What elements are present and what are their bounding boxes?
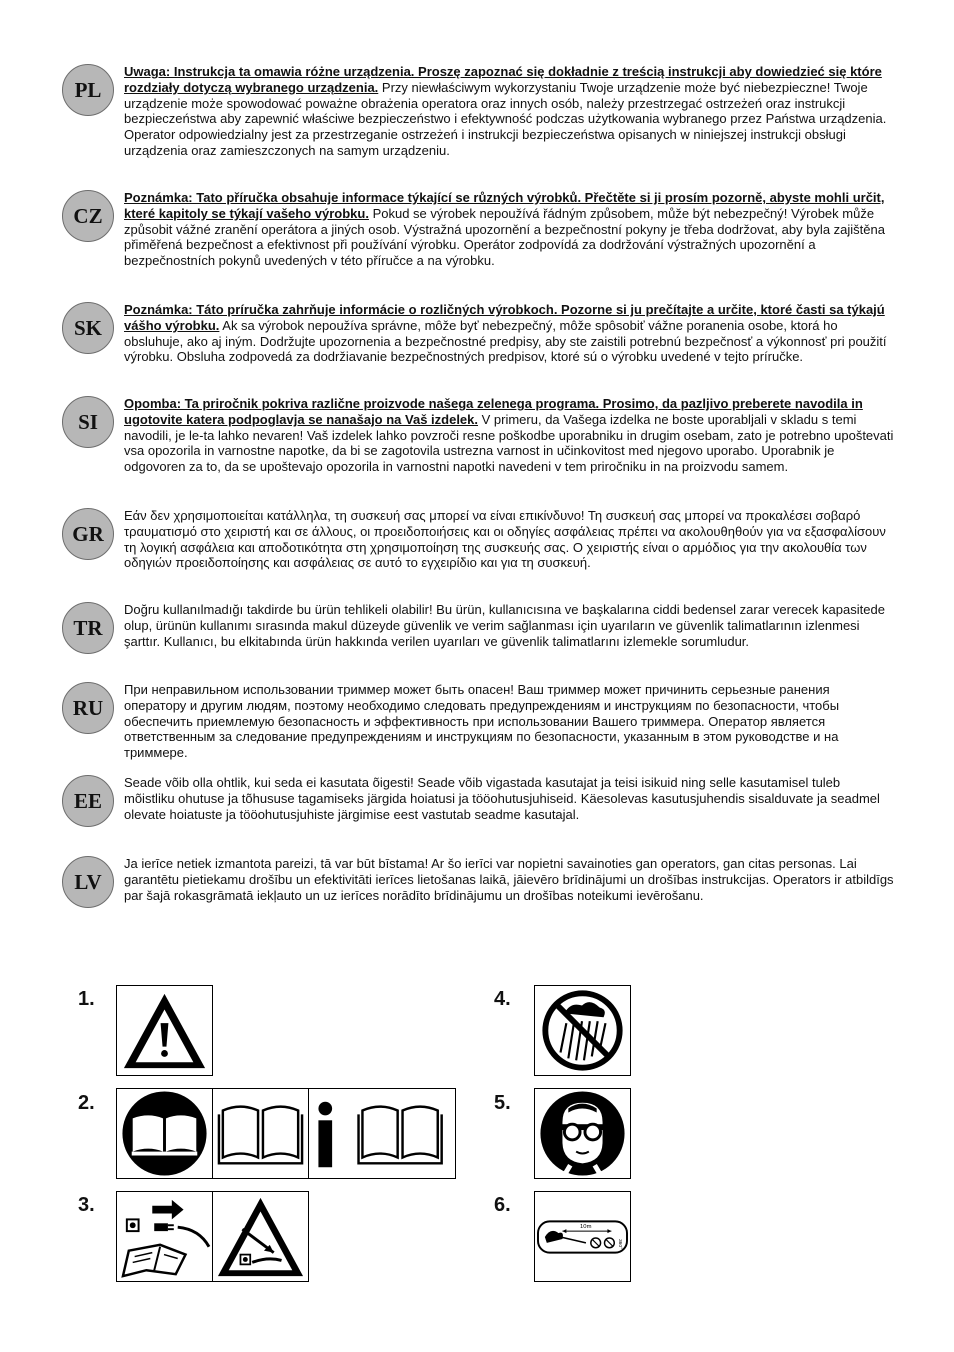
keep-distance-icon	[534, 1191, 631, 1282]
section-sk	[62, 302, 894, 387]
section-si	[62, 396, 894, 496]
section-ru	[62, 682, 894, 767]
open-book-icon	[212, 1088, 309, 1179]
notice-body: При неправильном использовании триммер может быть опасен! Ваш триммер может причинить серьезные ранения оператору и другим людям, поэтому необходимо следовать предупреждениям и инструкциям по безопасности, чтобы обеспечить приемлемую безопасность и эффективность при использовании Вашего триммера. Оператор является ответственным за следование предупреждениям и инструкциям по безопасности, указанным в этом руководстве и на триммере.	[124, 682, 840, 761]
notice-body: Seade võib olla ohtlik, kui seda ei kasutata õigesti! Seade võib vigastada kasutajat ja teisi isikuid ning selle kasutamisel tuleb mõistliku ohutuse ja tõhususe tagamiseks järgida hoiatusi ja tööohutusjuhiseid. Käesolevas kasutusjuhendis sisalduvate ja seadmel olevate hoiatuste ja tööohutusjuhiste järgimise eest vastutab seadme kasutajal.	[124, 775, 880, 822]
language-badge: SI	[62, 396, 114, 448]
distance-label: 10m	[580, 1224, 592, 1231]
section-gr	[62, 508, 894, 593]
no-rain-icon	[534, 985, 631, 1076]
section-lv	[62, 856, 894, 926]
notice-body: Ja ierīce netiek izmantota pareizi, tā var būt bīstama! Ar šo ierīci var nopietni savainoties gan operators, gan citas personas. Lai garantētu pietiekamu drošību un efektivitāti ierīces lietošanas laikā, jāievēro brīdinājumi un drošības instrukcijas. Operators ir atbildīgs par šajā rokasgrāmatā iekļauto un uz ierīces norādīto brīdinājumu un drošības noteikumi ievērošanu.	[124, 856, 894, 903]
language-badge: CZ	[62, 190, 114, 242]
cable-damage-warning-icon	[212, 1191, 309, 1282]
section-tr	[62, 602, 894, 672]
section-text	[124, 64, 894, 159]
warning-triangle-icon	[116, 985, 213, 1076]
section-cz	[62, 190, 894, 290]
section-text	[124, 190, 894, 269]
section-text	[124, 396, 894, 475]
notice-body: Pokud se výrobek nepoužívá řádným způsobem, může být nebezpečný! Výrobek může způsobit vážné zranění operátora a jiných osob. Výstražná upozornění a bezpečnostní pokyny je třeba dodržovat, aby byla zajištěna přiměřená bezpečnost a efektivnost při používání výrobku. Operátor zodpovídá za dodržování výstražných upozornění a bezpečnostních pokynů uvedených v této příručce a na výrobku.	[124, 205, 885, 269]
figure-number: 6.	[494, 1194, 511, 1216]
language-badge: LV	[62, 856, 114, 908]
figure-number: 3.	[78, 1194, 95, 1216]
notice-body: Przy niewłaściwym wykorzystaniu Twoje urządzenie może być niebezpieczne! Twoje urządzenie może spowodować poważne obrażenia operatora oraz innych osób, należy przestrzegać ostrzeżeń oraz instrukcji bezpieczeństwa aby zapewnić właściwe bezpieczeństwo i efektywność podczas użytkowania wybranego przez Państwa urządzenia. Operator odpowiedzialny jest za przestrzeganie ostrzeżeń i instrukcji bezpieczeństwa opisanych w niniejszej instrukcji obsługi urządzenia oraz zamieszczonych na samym urządzeniu.	[124, 79, 887, 158]
section-text	[124, 508, 894, 571]
notice-heading: Poznámka: Tato příručka obsahuje informace týkající se různých výrobků. Přečtěte si ji prosím pozorně, abyste mohli určit, které kapitoly se týkají vašeho výrobku.	[124, 190, 885, 221]
section-ee	[62, 775, 894, 845]
angle-label: 360°	[617, 1238, 623, 1250]
figure-number: 1.	[78, 988, 95, 1010]
section-text	[124, 682, 894, 761]
section-text	[124, 775, 894, 822]
figure-number: 4.	[494, 988, 511, 1010]
language-badge: PL	[62, 64, 114, 116]
notice-heading: Uwaga: Instrukcja ta omawia różne urządzenia. Proszę zapoznać się dokładnie z treścią instrukcji aby dowiedzieć się które rozdziały dotyczą wybranego urządzenia.	[124, 64, 882, 95]
notice-body: Doğru kullanılmadığı takdirde bu ürün tehlikeli olabilir! Bu ürün, kullanıcısına ve başkalarına ciddi bedensel zarar verecek kapasitede olup, ürünün kullanımı sırasında makul düzeyde güvenlik ve verim sağlanması için uyarıların ve güvenlik talimatlarının izlenmesi şarttır. Kullanıcı, bu elkitabında ürün hakkında verilen uyarıları ve güvenlik talimatlarını izlemekle sorumludur.	[124, 602, 885, 649]
read-manual-icon	[116, 1088, 213, 1179]
section-text	[124, 856, 894, 903]
figure-number: 5.	[494, 1092, 511, 1114]
section-text	[124, 602, 894, 649]
language-badge: GR	[62, 508, 114, 560]
language-badge: TR	[62, 602, 114, 654]
unplug-manual-icon	[116, 1191, 213, 1282]
notice-heading: Poznámka: Táto príručka zahrňuje informácie o rozličných výrobkoch. Pozorne si ju prečítajte a určite, ktoré časti sa týkajú vášho výrobku.	[124, 302, 885, 333]
notice-body: Εάν δεν χρησιμοποιείται κατάλληλα, τη συσκευή σας μπορεί να είναι επικίνδυνο! Τη συσκευή σας μπορεί να προκαλέσει σοβαρό τραυματισμό στο χειριστή και σε άλλους, οι προειδοποιήσεις και οι οδηγίες ασφάλειας πρέπει να ακολουθηθούν για να εξασφαλίσουν τη λογική ασφάλεια και αποδοτικότητα στη χρησιμοποίηση της συσκευής σας. Ο χειριστής είναι ο αρμόδιος για την ακολουθία των οδηγιών προειδοποίησης και ασφάλειας σε αυτό το εγχειρίδιο και για τη συσκευή.	[124, 508, 886, 571]
notice-body: Ak sa výrobok nepoužíva správne, môže byť nebezpečný, môže spôsobiť vážne poranenia osobe, ktorá ho obsluhuje, ako aj iným. Dodržujte upozornenia a bezpečnostné predpisy, aby ste zaistili potrebnú bezpečnosť a výkonnosť pri použití výrobku. Obsluha zodpovedá za dodržiavanie bezpečnostných predpisov, ktoré sú o výrobku uvedené v tejto príručke.	[124, 317, 887, 365]
section-pl	[62, 64, 894, 184]
notice-heading: Opomba: Ta priročnik pokriva različne proizvode našega zelenega programa. Prosimo, da pazljivo preberete navodila in ugotovite katera podpoglavja se nanašajo na Vaš izdelek.	[124, 396, 863, 427]
language-badge: RU	[62, 682, 114, 734]
language-badge: EE	[62, 775, 114, 827]
eye-protection-icon	[534, 1088, 631, 1179]
language-badge: SK	[62, 302, 114, 354]
figure-number: 2.	[78, 1092, 95, 1114]
section-text	[124, 302, 894, 365]
info-manual-icon	[308, 1088, 456, 1179]
notice-body: V primeru, da Vašega izdelka ne boste uporabljali v skladu s temi navodili, je le-ta lahko nevaren! Vaš izdelek lahko povzroči resne poškodbe uporabniku in drugim osebam, zato je potrebno upoštevati vsa opozorila in varnostne napotke, da bi se zagotovila ustrezna varnost in učinkovitost med njegovo uporabo. Uporabnik je odgovoren za to, da se upoštevajo opozorila in varnostni napotki navedeni v tem priročniku in na proizvodu samem.	[124, 411, 894, 475]
